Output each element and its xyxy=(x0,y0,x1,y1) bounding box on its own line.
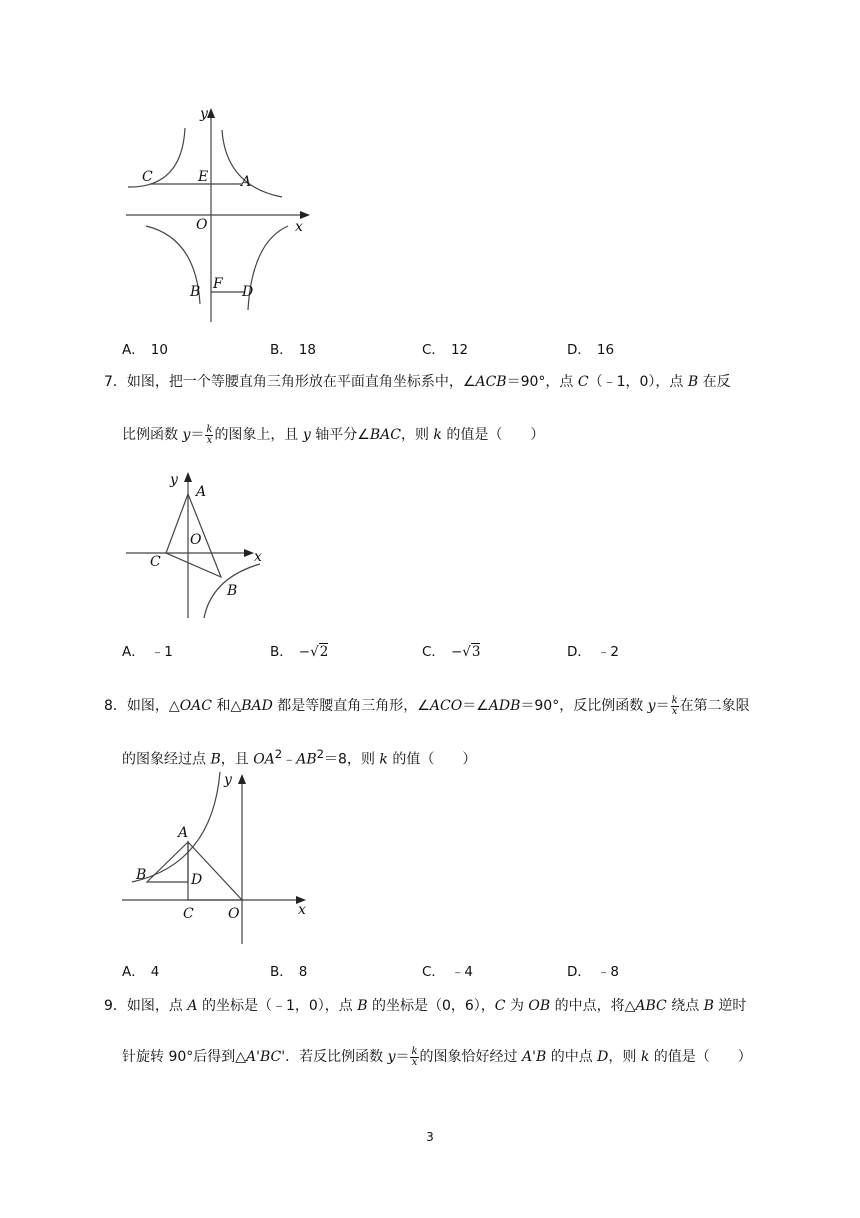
q6-figure xyxy=(110,100,320,330)
q8-label-D: D xyxy=(191,872,203,888)
q7-option-c[interactable]: C． −√3 xyxy=(422,644,481,660)
q9-stem-line2: 针旋转 90°后得到△A'BC'．若反比例函数 y＝ $\frac{k}{x}$ 的图象恰好经过 A'B 的中点 D，则 k 的值是（ ） xyxy=(122,1045,752,1068)
q6-option-c[interactable]: C． 12 xyxy=(422,342,469,358)
q7-label-O: O xyxy=(190,532,202,548)
q6-curve-4th-quadrant xyxy=(248,226,288,310)
q7-option-a[interactable]: A． ﹣1 xyxy=(122,644,173,660)
q9-stem-line1: 9．如图，点 A 的坐标是（﹣1，0），点 B 的坐标是（0，6），C 为 OB 的中点，将△ABC 绕点 B 逆时 xyxy=(104,998,747,1014)
q7-label-B: B xyxy=(227,583,238,599)
q8-options xyxy=(122,960,742,982)
q6-options xyxy=(122,338,742,360)
q8-label-x: x xyxy=(298,902,306,918)
q8-option-a[interactable]: A． 4 xyxy=(122,964,160,980)
q7-label-x: x xyxy=(254,549,262,565)
q7-stem-line2: 比例函数 y＝ $\frac{k}{x}$ 的图象上，且 y 轴平分∠BAC，则 k 的值是（ ） xyxy=(122,423,545,446)
q6-option-d[interactable]: D． 16 xyxy=(567,342,615,358)
q9-fraction-k-over-x: $\frac{k}{x}$ xyxy=(411,1045,418,1068)
q8-label-B: B xyxy=(136,867,147,883)
q6-curve-2nd-quadrant xyxy=(128,128,185,187)
q8-label-O: O xyxy=(228,906,240,922)
q8-stem-line2: 的图象经过点 B，且 $OA^2﹣AB^2=8$，则 k 的值（ ） xyxy=(122,747,477,768)
q6-label-F: F xyxy=(213,276,223,292)
q8-triangle-BAD xyxy=(147,842,188,882)
q8-stem-line1: 8．如图，△OAC 和△BAD 都是等腰直角三角形，∠ACO＝∠ADB＝90°，反比例函数 y＝ $\frac{k}{x}$ 在第二象限 xyxy=(104,694,750,717)
q6-label-E: E xyxy=(198,169,209,185)
q8-hyperbola xyxy=(132,772,220,882)
q8-triangle-OAC xyxy=(188,842,242,900)
q8-label-y: y xyxy=(224,772,232,788)
q7-label-C: C xyxy=(150,554,161,570)
q7-option-b[interactable]: B． −√2 xyxy=(270,644,329,660)
q7-stem-line1: 7．如图，把一个等腰直角三角形放在平面直角坐标系中，∠ACB＝90°，点 C（﹣1，0），点 B 在反 xyxy=(104,374,731,390)
page-number: 3 xyxy=(426,1130,434,1144)
q7-options xyxy=(122,640,742,662)
q7-fraction-k-over-x: $\frac{k}{x}$ xyxy=(206,423,213,446)
q8-figure xyxy=(118,766,318,950)
q7-label-A: A xyxy=(196,484,207,500)
q6-label-C: C xyxy=(142,169,153,185)
q6-curve-1st-quadrant xyxy=(222,130,282,197)
q6-label-D: D xyxy=(242,284,254,300)
q6-label-O: O xyxy=(196,217,208,233)
q7-label-y: y xyxy=(170,472,178,488)
q8-option-c[interactable]: C． ﹣4 xyxy=(422,964,474,980)
q8-option-b[interactable]: B． 8 xyxy=(270,964,308,980)
q7-option-d[interactable]: D． ﹣2 xyxy=(567,644,619,660)
q6-label-B: B xyxy=(190,284,201,300)
q8-label-A: A xyxy=(178,825,189,841)
q6-option-b[interactable]: B． 18 xyxy=(270,342,316,358)
q8-label-C: C xyxy=(183,906,194,922)
q6-label-x: x xyxy=(295,219,303,235)
q8-option-d[interactable]: D． ﹣8 xyxy=(567,964,619,980)
q8-fraction-k-over-x: $\frac{k}{x}$ xyxy=(671,694,678,717)
q6-label-y: y xyxy=(200,106,208,122)
q6-label-A: A xyxy=(241,174,252,190)
q7-figure xyxy=(120,466,280,624)
q6-option-a[interactable]: A． 10 xyxy=(122,342,168,358)
